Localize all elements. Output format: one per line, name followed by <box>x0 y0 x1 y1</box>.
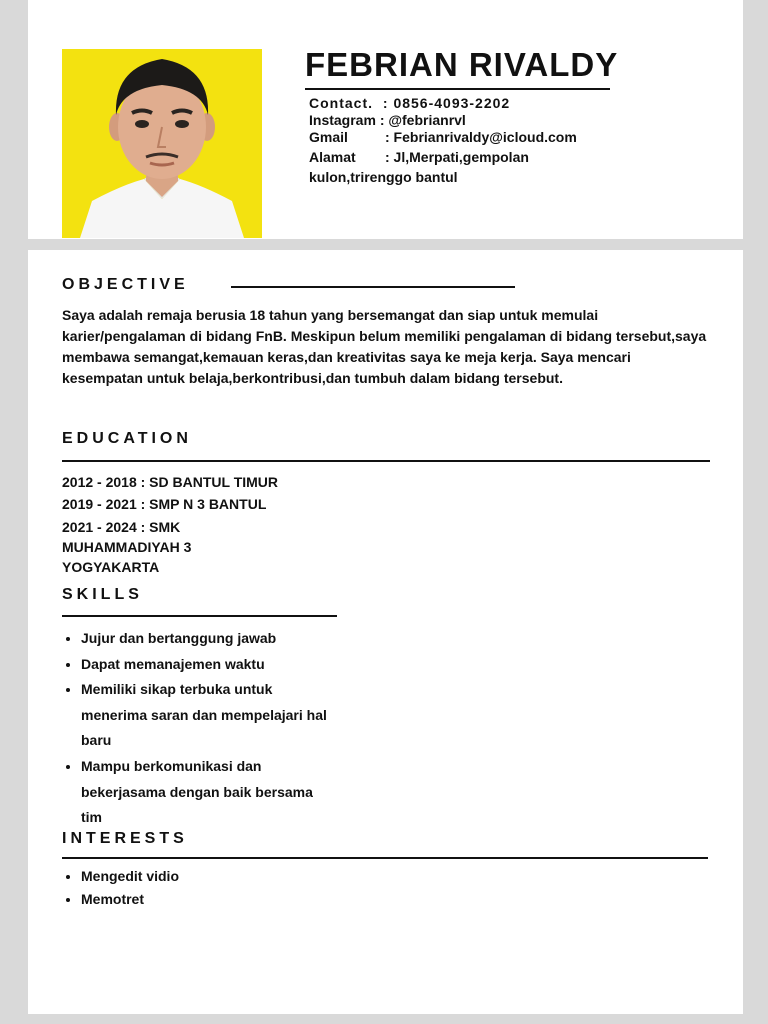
gmail-label: Gmail <box>309 129 348 145</box>
objective-rule <box>231 286 515 288</box>
education-rule <box>62 460 710 462</box>
objective-text: Saya adalah remaja berusia 18 tahun yang bersemangat dan siap untuk memulai karier/pengalaman di bidang FnB. Meskipun belum memiliki pengalaman di bidang tersebut,saya membawa semangat,kemauan keras,dan kreativitas saya ke meja kerja. Saya mencari kesempatan untuk belaja,berkontribusi,dan tumbuh dalam bidang tersebut. <box>62 307 707 386</box>
education-item-3-cont: MUHAMMADIYAH 3 <box>62 539 192 555</box>
candidate-name: FEBRIAN RIVALDY <box>305 46 619 83</box>
education-item-2: 2019 - 2021 : SMP N 3 BANTUL <box>62 496 267 512</box>
contact-label: Contact. <box>309 95 373 111</box>
interests-rule <box>62 857 708 859</box>
contact-phone-row <box>309 95 619 112</box>
contact-gmail-row <box>309 129 619 146</box>
objective-title: OBJECTIVE <box>62 276 189 293</box>
education-item-1: 2012 - 2018 : SD BANTUL TIMUR <box>62 474 279 490</box>
skill-item: • Mampu berkomunikasi dan bekerjasama dengan baik bersama tim <box>81 754 336 831</box>
education-item-3: 2021 - 2024 : SMK <box>62 519 181 535</box>
instagram-handle: : @febrianrvl <box>379 112 466 128</box>
instagram-label: Instagram <box>309 112 376 128</box>
skill-item: • Jujur dan bertanggung jawab <box>81 626 336 652</box>
skills-rule <box>62 615 337 617</box>
skills-list <box>62 626 336 831</box>
person-portrait-icon <box>62 49 262 238</box>
education-item-3-cont2: YOGYAKARTA <box>62 559 160 575</box>
skill-item: • Memiliki sikap terbuka untuk menerima saran dan mempelajari hal baru <box>81 677 336 754</box>
contact-block <box>309 95 619 186</box>
interest-item: • Mengedit vidio <box>81 865 481 888</box>
name-underline <box>305 88 610 90</box>
contact-phone: : 0856-4093-2202 <box>382 95 511 111</box>
contact-instagram-row <box>309 112 619 129</box>
skill-item: • Dapat memanajemen waktu <box>81 652 336 678</box>
interest-item: • Memotret <box>81 888 481 911</box>
gmail-address: : Febrianrivaldy@icloud.com <box>385 129 577 145</box>
address-line2: kulon,trirenggo bantul <box>309 169 458 185</box>
interests-title: INTERESTS <box>62 830 188 847</box>
address-label: Alamat <box>309 149 356 165</box>
education-title: EDUCATION <box>62 430 192 447</box>
address-line1: : Jl,Merpati,gempolan <box>385 149 529 165</box>
contact-address-row <box>309 149 619 166</box>
skills-title: SKILLS <box>62 586 143 603</box>
profile-photo <box>62 49 262 238</box>
interests-list <box>62 865 481 911</box>
